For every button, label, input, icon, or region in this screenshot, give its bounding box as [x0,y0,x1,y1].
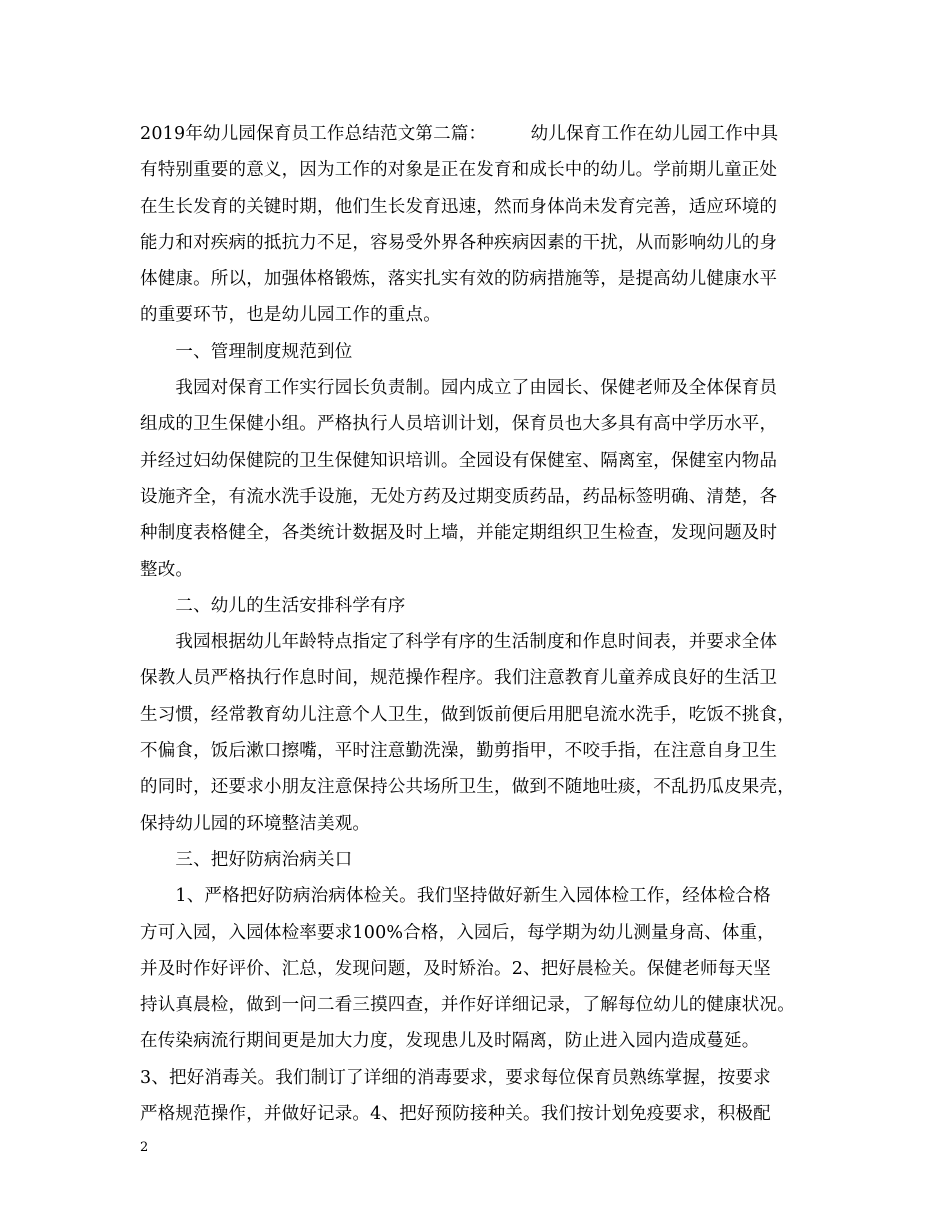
text-line: 保持幼儿园的环境整洁美观。 [140,813,371,834]
text-line: 设施齐全，有流水洗手设施，无处方药及过期变质药品，药品标签明确、清楚，各 [140,486,778,507]
text-line: 整改。 [140,559,194,580]
text-line: 在传染病流行期间更是加大力度，发现患儿及时隔离，防止进入园内造成蔓延。 [140,1031,760,1052]
text-line: 保教人员严格执行作息时间，规范操作程序。我们注意教育儿童养成良好的生活卫 [140,668,778,689]
text-line: 的同时，还要求小朋友注意保持公共场所卫生，做到不随地吐痰，不乱扔瓜皮果壳， [140,777,795,798]
text-line: 能力和对疾病的抵抗力不足，容易受外界各种疾病因素的干扰，从而影响幼儿的身 [140,232,778,253]
text-line: 3、把好消毒关。我们制订了详细的消毒要求，要求每位保育员熟练掌握，按要求 [140,1067,771,1088]
text-line: 生习惯，经常教育幼儿注意个人卫生，做到饭前便后用肥皂流水洗手，吃饭不挑食， [140,704,795,725]
text-line: 我园根据幼儿年龄特点指定了科学有序的生活制度和作息时间表，并要求全体 [140,632,778,653]
text-line: 2019年幼儿园保育员工作总结范文第二篇： 幼儿保育工作在幼儿园工作中具 [140,124,779,144]
section-heading: 二、幼儿的生活安排科学有序 [140,595,406,616]
section-heading: 三、把好防病治病关口 [140,849,353,870]
text-line: 1、严格把好防病治病体检关。我们坚持做好新生入园体检工作，经体检合格 [140,886,771,907]
page-number: 2 [140,1140,149,1155]
text-line: 不偏食，饭后漱口擦嘴，平时注意勤洗澡，勤剪指甲，不咬手指，在注意自身卫生 [140,741,778,762]
text-line: 体健康。所以，加强体格锻炼，落实扎实有效的防病措施等，是提高幼儿健康水平 [140,269,778,290]
text-line: 方可入园，入园体检率要求100%合格，入园后，每学期为幼儿测量身高、体重， [140,922,775,943]
text-line: 持认真晨检，做到一问二看三摸四查，并作好详细记录，了解每位幼儿的健康状况。 [140,995,795,1016]
text-line: 的重要环节，也是幼儿园工作的重点。 [140,305,441,326]
text-line: 有特别重要的意义，因为工作的对象是正在发育和成长中的幼儿。学前期儿童正处 [140,160,778,181]
text-line: 在生长发育的关键时期，他们生长发育迅速，然而身体尚未发育完善，适应环境的 [140,196,778,217]
body-text [140,116,825,1132]
text-line: 并经过妇幼保健院的卫生保健知识培训。全园设有保健室、隔离室，保健室内物品 [140,450,778,471]
text-line: 组成的卫生保健小组。严格执行人员培训计划，保育员也大多具有高中学历水平， [140,414,778,435]
text-line: 并及时作好评价、汇总，发现问题，及时矫治。2、把好晨检关。保健老师每天坚 [140,958,771,979]
section-heading: 一、管理制度规范到位 [140,341,353,362]
text-line: 我园对保育工作实行园长负责制。园内成立了由园长、保健老师及全体保育员 [140,378,778,399]
text-line: 种制度表格健全，各类统计数据及时上墙，并能定期组织卫生检查，发现问题及时 [140,523,778,544]
text-line: 严格规范操作，并做好记录。4、把好预防接种关。我们按计划免疫要求，积极配 [140,1104,771,1125]
